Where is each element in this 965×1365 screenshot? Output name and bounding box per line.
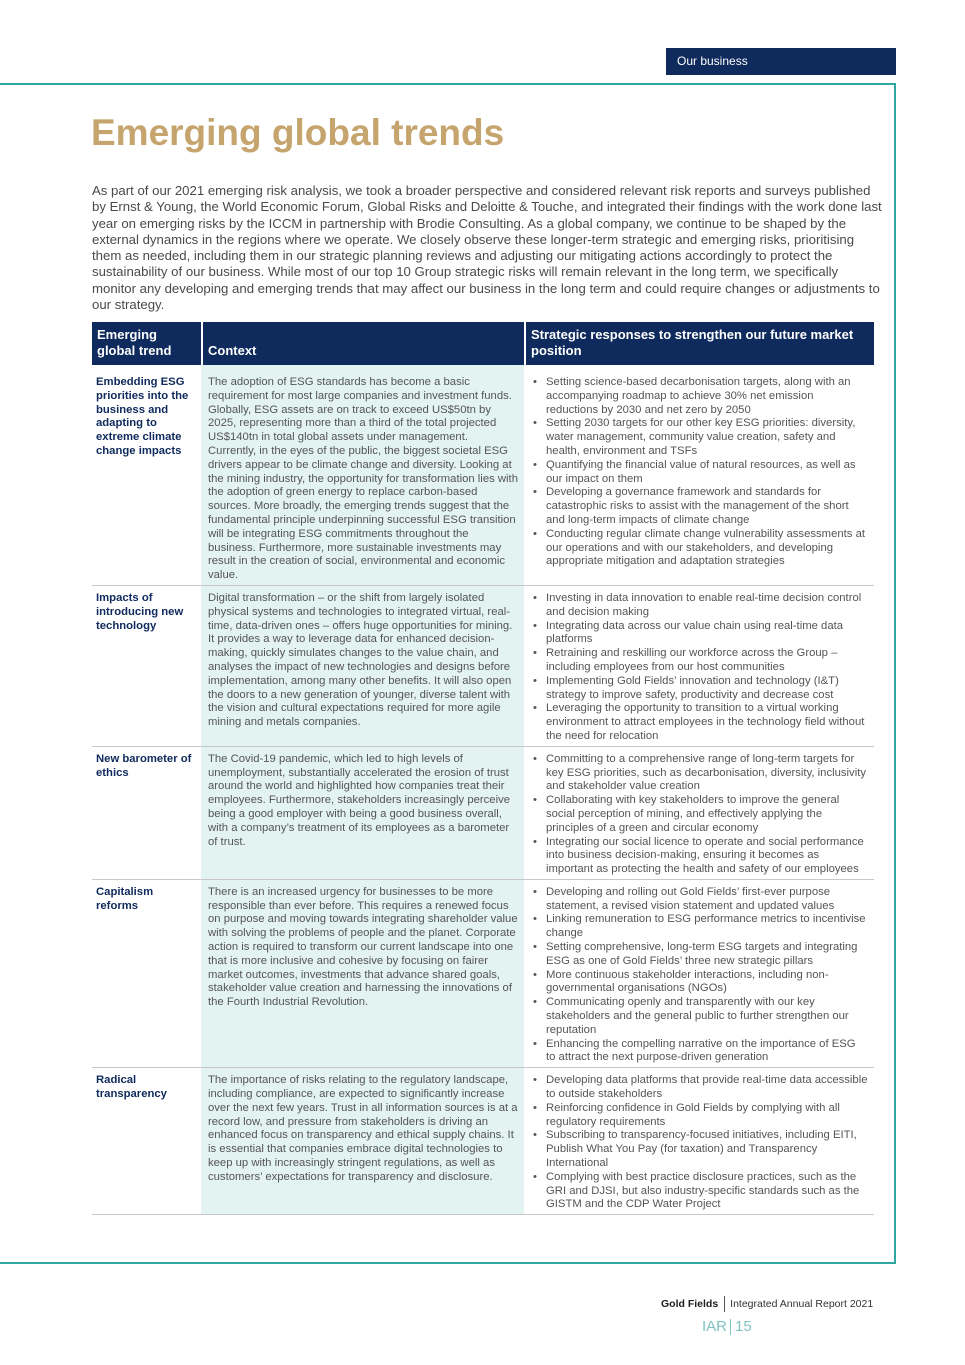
trend-cell: Capitalism reforms [96, 885, 154, 912]
section-tab: Our business [666, 48, 896, 75]
table-row [92, 747, 874, 880]
response-item: • Setting science-based decarbonisation targets, along with an accompanying roadmap to achieve 30% net emission reductions by 2030 and net zero by 2050 [532, 376, 868, 417]
responses-list [532, 592, 868, 744]
response-item: • Quantifying the financial value of natural resources, as well as our impact on them [532, 459, 868, 487]
response-item: • Integrating data across our value chain using real-time data platforms [532, 620, 868, 648]
context-cell: The Covid-19 pandemic, which led to high levels of unemployment, substantially accelerated the erosion of trust around the world and highlighted how companies treat their employees. Furthermore, stakeholders increasingly perceive being a good employer with being a good business overall, with a company’s treatment of its employees as a barometer of trust. [201, 747, 524, 879]
header-context: Context [201, 322, 524, 365]
response-item: • Developing data platforms that provide real-time data accessible to outside stakeholders [532, 1074, 868, 1102]
table-header [92, 322, 874, 365]
response-item: • Investing in data innovation to enable real-time decision control and decision making [532, 592, 868, 620]
response-item: • Collaborating with key stakeholders to improve the general social perception of mining, and effectively applying the principles of a green and circular economy [532, 794, 868, 835]
responses-cell [524, 880, 874, 1067]
responses-cell [524, 747, 874, 879]
responses-cell [524, 586, 874, 746]
trends-table [92, 322, 874, 1215]
header-responses: Strategic responses to strengthen our future market position [524, 322, 874, 365]
response-item: • Reinforcing confidence in Gold Fields by complying with all regulatory requirements [532, 1102, 868, 1130]
response-item: • Implementing Gold Fields’ innovation and technology (I&T) strategy to improve safety, productivity and decrease cost [532, 675, 868, 703]
response-item: • Integrating our social licence to operate and social performance into business decision-making, ensuring it becomes as important as protecting the health and safety of our employees [532, 836, 868, 877]
context-cell: There is an increased urgency for businesses to be more responsible than ever before. This requires a renewed focus on purpose and moving towards integrating shareholder value with solving the problems of people and the planet. Corporate action is required to transform our current landscape into one that is more inclusive and cohesive by focusing on fairer market outcomes, investments that advance shared goals, stakeholder value creation and harnessing the innovations of the Fourth Industrial Revolution. [201, 880, 524, 1067]
footer-brand [661, 1296, 873, 1312]
responses-list [532, 753, 868, 877]
frame-line-bottom [0, 1262, 896, 1264]
trend-cell: Radical transparency [96, 1074, 167, 1101]
response-item: • Conducting regular climate change vulnerability assessments at our operations and with our stakeholders, and developing appropriate mitigation and adaptation strategies [532, 528, 868, 569]
response-item: • Setting comprehensive, long-term ESG targets and integrating ESG as one of Gold Fields’ three new strategic pillars [532, 941, 868, 969]
trend-cell: Embedding ESG priorities into the business and adapting to extreme climate change impacts [96, 376, 189, 457]
table-row [92, 586, 874, 747]
footer-report: Integrated Annual Report 2021 [730, 1297, 874, 1310]
responses-list [532, 886, 868, 1065]
footer-company: Gold Fields [661, 1297, 719, 1310]
response-item: • Communicating openly and transparently with our key stakeholders and the general public to further strengthen our reputation [532, 996, 868, 1037]
header-trend: Emerging global trend [92, 322, 201, 365]
trend-cell: New barometer of ethics [96, 752, 192, 779]
table-row [92, 1068, 874, 1215]
page-title: Emerging global trends [91, 112, 505, 153]
table-body [92, 370, 874, 1215]
context-cell: Digital transformation – or the shift from largely isolated physical systems and technologies to integrated virtual, real-time, data-driven ones – offers huge opportunities for mining. It provides a way to leverage data for enhanced decision-making, quickly simulates changes to the value chain, and analyses the impact of new technologies and designs before implementation, among many other benefits. It will also open the doors to a new generation of younger, diverse talent with the vision and cultural expectations required for more agile mining and metals companies. [201, 586, 524, 746]
responses-cell [524, 1068, 874, 1214]
frame-line-right [894, 83, 896, 1264]
responses-list [532, 376, 868, 569]
response-item: • Setting 2030 targets for our other key ESG priorities: diversity, water management, community value creation, safety and health, environment and TSFs [532, 417, 868, 458]
page-number: 15 [735, 1318, 752, 1335]
table-row [92, 370, 874, 586]
response-item: • Complying with best practice disclosure practices, such as the GRI and DJSI, but also industry-specific standards such as the GISTM and the CDP Water Project [532, 1171, 868, 1212]
footer-section-code: IAR [702, 1318, 728, 1335]
response-item: • Leveraging the opportunity to transition to a virtual working environment to attract employees in the technology field without the need for relocation [532, 702, 868, 743]
responses-list [532, 1074, 868, 1212]
context-cell: The adoption of ESG standards has become a basic requirement for most large companies and investment funds. Globally, ESG assets are on track to exceed US$50tn by 2025, representing more than a third of the total projected US$140tn in total global assets under management. Currently, in the eyes of the public, the biggest societal ESG drivers appear to be climate change and diversity. Looking at the mining industry, the opportunity for transformation lies with the adoption of green energy to replace carbon-based sources. More broadly, the emerging trends suggest that the fundamental principle underpinning successful ESG transition will be integrating ESG commitments throughout the business. Furthermore, more sustainable investments may result in the creation of social, environmental and economic value. [201, 370, 524, 585]
table-row [92, 880, 874, 1068]
response-item: • Retraining and reskilling our workforce across the Group – including employees from our host communities [532, 647, 868, 675]
response-item: • Developing a governance framework and standards for catastrophic risks to assist with the management of the short and long-term impacts of climate change [532, 486, 868, 527]
response-item: • Enhancing the compelling narrative on the importance of ESG to attract the next purpose-driven generation [532, 1038, 868, 1066]
frame-line-top [0, 83, 896, 85]
response-item: • Linking remuneration to ESG performance metrics to incentivise change [532, 913, 868, 941]
response-item: • Developing and rolling out Gold Fields’ first-ever purpose statement, a revised vision statement and updated values [532, 886, 868, 914]
response-item: • Committing to a comprehensive range of long-term targets for key ESG priorities, such as decarbonisation, diversity, inclusivity and stakeholder value creation [532, 753, 868, 794]
response-item: • More continuous stakeholder interactions, including non-governmental organisations (NGOs) [532, 969, 868, 997]
responses-cell [524, 370, 874, 585]
context-cell: The importance of risks relating to the regulatory landscape, including compliance, are expected to significantly increase over the next few years. Trust in all information sources is at a record low, and pressure from stakeholders is driving an enhanced focus on transparency and ethical supply chains. It is essential that companies embrace digital technologies to keep up with increasingly stringent regulations, as well as customers’ expectations for transparency and disclosure. [201, 1068, 524, 1214]
response-item: • Subscribing to transparency-focused initiatives, including EITI, Publish What You Pay (for taxation) and Transparency International [532, 1129, 868, 1170]
footer-page [702, 1318, 752, 1335]
trend-cell: Impacts of introducing new technology [96, 591, 184, 632]
intro-paragraph: As part of our 2021 emerging risk analysis, we took a broader perspective and considered relevant risk reports and surveys published by Ernst & Young, the World Economic Forum, Global Risks and Deloitte & Touche, and integrated their findings with the work done last year on emerging risks by the ICCM in partnership with Brodie Consulting. As a global company, we continue to be shaped by the external dynamics in the regions where we operate. We closely observe these longer-term strategic and emerging risks, prioritising them as needed, including them in our strategic planning reviews and adjusting our mitigating actions accordingly to protect the sustainability of our business. While most of our top 10 Group strategic risks will remain relevant in the long term, we specifically monitor any developing and emerging trends that may affect our business in the long term and could require changes or adjustments to our strategy. [92, 183, 882, 313]
